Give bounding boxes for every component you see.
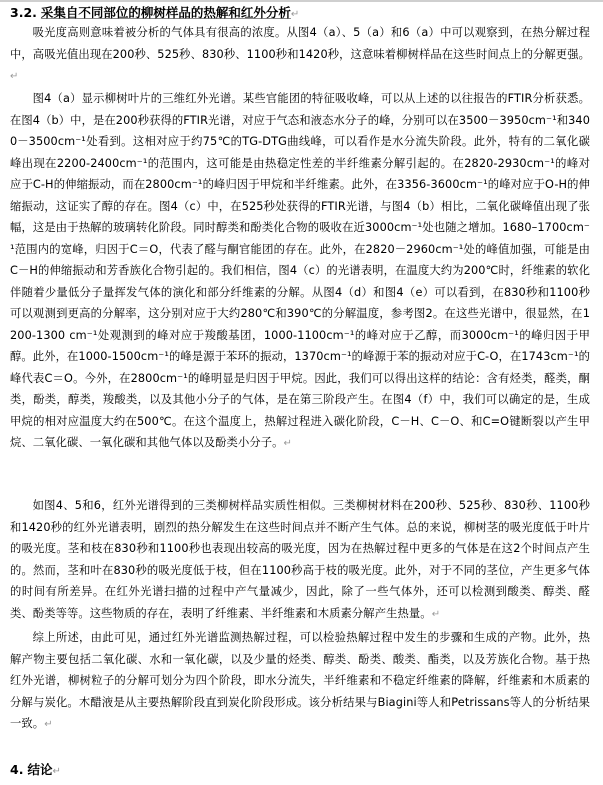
paragraph-mark-icon: ↵ (290, 9, 300, 20)
section-heading (10, 5, 299, 23)
conclusion-heading (10, 762, 61, 780)
paragraph-3: 如图4、5和6，红外光谱得到的三类柳树样品实质性相似。三类柳树材料在200秒、525秒、830秒、1100秒和1420秒的红外光谱表明，剧烈的热分解发生在这些时间点并不断产生气体。总的来说，柳树茎的吸光度低于叶片的吸光度。茎和枝在830秒和1100秒也表现出较高的吸光度，因为在热解过程中更多的气体是在这2个时间点产生的。然而，茎和叶在830秒的吸光度低于枝，但在1100秒高于枝的吸光度。此外，对于不同的茎位，产生更多气体的时间有所差异。在红外光谱扫描的过程中产气量减少，因此，除了一些气体外，还可以检测到酸类、醇类、醛类、酚类等等。这些物质的存在，表明了纤维素、半纤维素和木质素分解产生热量。↵ (10, 499, 590, 620)
paragraph-mark-icon: ↵ (44, 719, 53, 730)
paragraph-2: 图4（a）显示柳树叶片的三维红外光谱。某些官能团的特征吸收峰，可以从上述的以往报告的FTIR分析获悉。在图4（b）中，是在200秒获得的FTIR光谱，对应于气态和液态水分子的峰，分别可以在3500－3950cm⁻¹和3400－3500cm⁻¹处看到。这相对应于约75℃的TG-DTG曲线峰，可以看作是水分流失阶段。此外，特有的二氧化碳峰出现在2200-2400cm⁻¹的范围内，这可能是由热稳定性差的半纤维素分解引起的。在2820-2930cm⁻¹的峰对应于C-H的伸缩振动，而在2800cm⁻¹的峰归因于甲烷和半纤维素。此外，在3356-3600cm⁻¹的峰对应于O-H的伸缩振动，这证实了醇的存在。图4（c）中，在525秒处获得的FTIR光谱，与图4（b）相比，二氧化碳峰值出现了张幅，这是由于热解的玻璃转化阶段。同时醇类和酚类化合物的吸收在近3000cm⁻¹处也随之增加。1680–1700cm⁻¹范围内的宽峰，归因于C＝O，代表了醛与酮官能团的存在。此外，在2820－2960cm⁻¹处的峰值加强，可能是由C－H的伸缩振动和芳香族化合物引起的。我们相信，图4（c）的光谱表明，在温度大约为200℃时，纤维素的软化伴随着少量低分子量挥发气体的演化和部分纤维素的分解。从图4（d）和图4（e）可以看到，在830秒和1100秒可以观测到更高的分解率，这分别对应于大约280℃和390℃的分解温度，参考图2。在这些光谱中，很显然，在1200-1300 cm⁻¹处观测到的峰对应于羧酸基团，1000-1100cm⁻¹的峰对应于乙醇，而3000cm⁻¹的峰归因于甲醇。此外，在1000-1500cm⁻¹的峰是源于苯环的振动，1370cm⁻¹的峰源于苯的振动对应于C-O，在1743cm⁻¹的峰代表C＝O。今外，在2800cm⁻¹的峰明显是归因于甲烷。因此，我们可以得出这样的结论：含有烃类，醛类，酮类，酚类，醇类，羧酸类，以及其他小分子的气体，是在第三阶段产生。在图4（f）中，我们可以确定的是，生成甲烷的相对应温度大约在500℃。在这个温度上，热解过程进入碳化阶段，C－H、C－O、和C=O键断裂以产生甲烷、二氧化碳、一氧化碳和其他气体以及酚类小分子。↵ (10, 92, 590, 449)
conclusion-title: 结论 (27, 762, 53, 777)
conclusion-number: 4. (10, 762, 24, 777)
section-number: 3.2. (10, 5, 37, 20)
paragraph-mark-icon: ↵ (52, 766, 61, 777)
paragraph-1: 吸光度高则意味着被分析的气体具有很高的浓度。从图4（a）、5（a）和6（a）中可以观察到，在热分解过程中，高吸光值出现在200秒、525秒、830秒、1100秒和1420秒，这意味着柳树样品在这些时间点上的分解更强。↵ (10, 26, 590, 82)
paragraph-mark-icon: ↵ (10, 71, 19, 82)
page-top-border (0, 0, 603, 2)
paragraph-mark-icon: ↵ (431, 608, 441, 620)
paragraph-4: 综上所述，由此可见，通过红外光谱监测热解过程，可以检验热解过程中发生的步骤和生成的产物。此外，热解产物主要包括二氧化碳、水和一氧化碳，以及少量的烃类、醇类、酚类、酸类、酯类，以及芳族化合物。基于热红外光谱，柳树粒子的分解可划分为四个阶段，即水分流失，半纤维素和不稳定纤维素的降解，纤维素和木质素的分解与炭化。木醋液是从主要热解阶段直到炭化阶段形成。该分析结果与Biagini等人和Petrissans等人的分析结果一致。↵ (10, 631, 590, 730)
paragraph-mark-icon: ↵ (283, 438, 293, 449)
section-title: 采集自不同部位的柳树样品的热解和红外分析 (40, 5, 291, 20)
